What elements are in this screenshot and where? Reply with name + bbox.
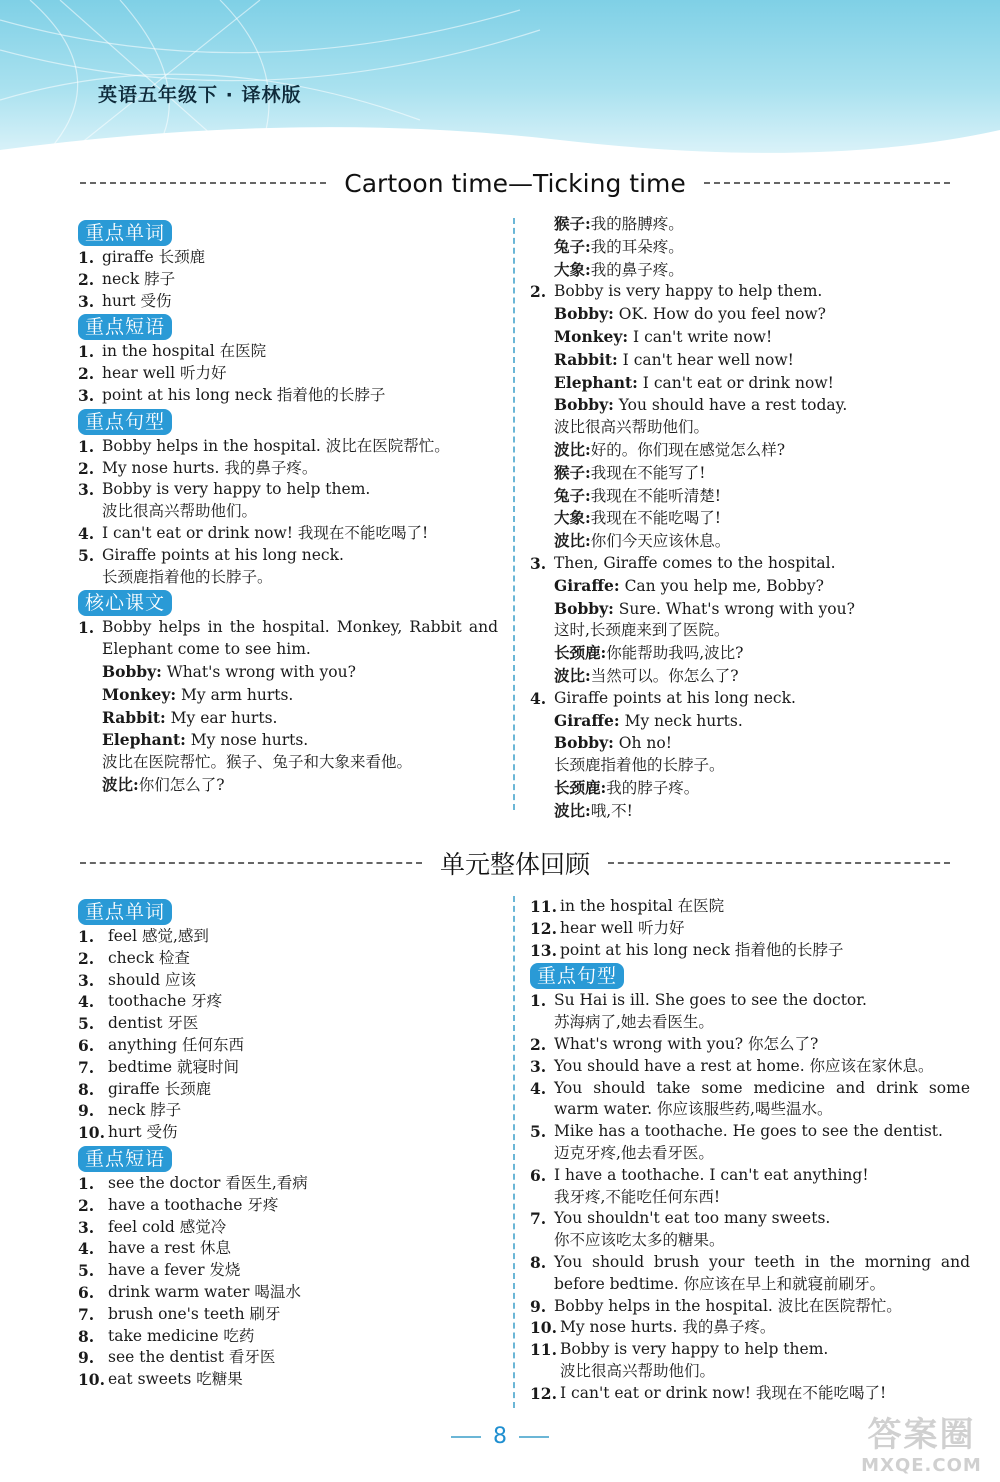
- item-number: 1.: [78, 342, 95, 362]
- item-number: 3.: [78, 291, 95, 311]
- column-divider: [513, 218, 515, 810]
- item-text: have a fever 发烧: [108, 1261, 241, 1280]
- translation-line: [530, 213, 970, 236]
- translation-line: [554, 777, 970, 800]
- section2-left-column: [78, 897, 498, 1391]
- item-number: 5.: [78, 1014, 95, 1034]
- paragraph-body: [554, 688, 970, 823]
- item-text: neck 脖子: [108, 1101, 182, 1120]
- list-item: [78, 1304, 498, 1326]
- list-item: [78, 1079, 498, 1101]
- item-text: in the hospital 在医院: [560, 897, 725, 915]
- item-text: My nose hurts. 我的鼻子疼。: [102, 458, 318, 477]
- section-heading-unit-review: [80, 843, 950, 883]
- item-number: 13.: [530, 940, 557, 960]
- item-english: You shouldn't eat too many sweets.: [554, 1209, 831, 1228]
- item-text: hurt 受伤: [108, 1123, 178, 1142]
- item-text: toothache 牙疼: [108, 992, 223, 1011]
- item-text: eat sweets 吃糖果: [108, 1370, 243, 1389]
- translation-intro: 这时,长颈鹿来到了医院。: [554, 621, 730, 640]
- watermark-url: MXQE.COM: [861, 1455, 982, 1476]
- translation-line: [554, 665, 970, 688]
- text-paragraph-1: [78, 617, 498, 796]
- translation-line: [530, 236, 970, 259]
- item-number: 11.: [530, 1340, 557, 1360]
- list-item: [78, 1326, 498, 1348]
- item-number: 3.: [530, 1056, 547, 1076]
- line-text: 我现在不能写了!: [590, 463, 706, 482]
- translation-intro: 长颈鹿指着他的长脖子。: [554, 756, 725, 775]
- translation-line: [102, 774, 498, 797]
- item-number: 1.: [78, 618, 95, 638]
- item-text: You should take some medicine and drink some warm water. 你应该服些药,喝些温水。: [554, 1078, 970, 1119]
- item-number: 4.: [78, 992, 95, 1012]
- speaker: Rabbit:: [102, 707, 166, 727]
- item-text: should 应该: [108, 970, 197, 989]
- item-text: You should brush your teeth in the morning and before bedtime. 你应该在早上和就寝前刷牙。: [554, 1252, 970, 1293]
- item-text: hear well 听力好: [102, 364, 227, 383]
- list-item: [78, 1347, 498, 1369]
- translation-intro: 波比很高兴帮助他们。: [554, 418, 710, 437]
- item-number: 2.: [78, 948, 95, 968]
- list-item: [530, 1056, 970, 1078]
- item-number: 5.: [78, 545, 95, 565]
- item-number: 2.: [530, 1034, 547, 1054]
- list-item: [78, 341, 498, 363]
- line-text: 我的胳膊疼。: [590, 215, 684, 233]
- item-english: Mike has a toothache. He goes to see the dentist.: [554, 1122, 943, 1141]
- item-english: Bobby is very happy to help them.: [102, 480, 371, 499]
- item-text: in the hospital 在医院: [102, 342, 267, 361]
- paragraph-body: [554, 281, 970, 553]
- item-chinese: 你不应该吃太多的糖果。: [554, 1231, 725, 1250]
- line-text: 好的。你们现在感觉怎么样?: [590, 440, 786, 459]
- heading-dash-right: [704, 182, 950, 184]
- line-text: 你们今天应该休息。: [590, 532, 731, 551]
- item-english: Bobby is very happy to help them.: [560, 1340, 829, 1359]
- item-number: 1.: [78, 436, 95, 456]
- item-english: Giraffe points at his long neck.: [102, 545, 344, 564]
- translation-line: [530, 259, 970, 282]
- speaker: Monkey:: [554, 326, 629, 346]
- item-text: [554, 990, 970, 1034]
- speaker: 波比:: [554, 439, 591, 459]
- speaker: 波比:: [554, 531, 591, 551]
- dialogue-line: [554, 394, 970, 417]
- line-text: 当然可以。你怎么了?: [590, 666, 739, 685]
- watermark-logo: [849, 1415, 994, 1481]
- item-number: 6.: [530, 1165, 547, 1185]
- heading-dash-left: [80, 862, 422, 864]
- dialogue-line: [102, 684, 498, 707]
- section1-left-column: [78, 218, 498, 797]
- line-text: 你能帮助我吗,波比?: [606, 644, 744, 663]
- translation-line: [554, 530, 970, 553]
- item-text: point at his long neck 指着他的长脖子: [560, 940, 844, 959]
- line-text: What's wrong with you?: [161, 662, 356, 681]
- item-text: [554, 1165, 970, 1209]
- item-number: 4.: [78, 523, 95, 543]
- paragraph-body: [554, 553, 970, 688]
- item-chinese: 波比很高兴帮助他们。: [560, 1361, 716, 1380]
- item-text: anything 任何东西: [108, 1035, 244, 1054]
- dialogue-line: [554, 598, 970, 621]
- speaker: 猴子:: [554, 462, 591, 482]
- line-text: You should have a rest today.: [613, 396, 848, 415]
- item-text: have a toothache 牙疼: [108, 1195, 279, 1214]
- section-title: Cartoon time—Ticking time: [344, 168, 686, 198]
- item-english: I have a toothache. I can't eat anything!: [554, 1165, 869, 1184]
- heading-dash-left: [80, 182, 326, 184]
- item-number: 12.: [530, 1383, 557, 1403]
- badge-key-words: 重点单词: [78, 220, 172, 246]
- item-text: see the doctor 看医生,看病: [108, 1173, 308, 1192]
- line-text: 我现在不能听清楚!: [590, 486, 721, 505]
- list-item: [78, 1369, 498, 1391]
- paragraph-intro: Bobby helps in the hospital. Monkey, Rabbit and Elephant come to see him.: [102, 618, 498, 659]
- header-banner: [0, 0, 1000, 160]
- item-number: 2.: [78, 1195, 95, 1215]
- dialogue-line: [102, 729, 498, 752]
- list-item: [530, 1296, 970, 1318]
- line-text: 我现在不能吃喝了!: [590, 509, 721, 528]
- paragraph-body: [102, 617, 498, 796]
- line-text: OK. How do you feel now?: [613, 305, 826, 324]
- list-item: [530, 1034, 970, 1056]
- line-text: My neck hurts.: [619, 711, 743, 730]
- list-item: [530, 1165, 970, 1209]
- watermark-text: 答案圈: [867, 1415, 976, 1455]
- text-paragraph-3: [530, 553, 970, 688]
- dialogue-line: [102, 707, 498, 730]
- speaker: 猴子:: [554, 214, 591, 233]
- list-item: [78, 479, 498, 523]
- list-item: [530, 1339, 970, 1383]
- line-text: My nose hurts.: [185, 731, 309, 750]
- item-text: Bobby helps in the hospital. 波比在医院帮忙。: [554, 1296, 902, 1315]
- item-chinese: 长颈鹿指着他的长脖子。: [102, 567, 273, 586]
- list-item: [78, 523, 498, 545]
- item-number: 8.: [78, 1079, 95, 1099]
- item-number: 6.: [78, 1035, 95, 1055]
- item-english: Su Hai is ill. She goes to see the doctor.: [554, 991, 867, 1010]
- speaker: 长颈鹿:: [554, 777, 607, 797]
- list-item: [530, 1208, 970, 1252]
- item-number: 2.: [78, 364, 95, 384]
- list-item: [78, 1013, 498, 1035]
- item-number: 9.: [530, 1296, 547, 1316]
- list-item: [78, 991, 498, 1013]
- dialogue-line: [102, 661, 498, 684]
- paragraph-intro: Bobby is very happy to help them.: [554, 282, 823, 301]
- line-text: I can't eat or drink now!: [637, 373, 834, 392]
- speaker: Bobby:: [102, 661, 162, 681]
- speaker: 长颈鹿:: [554, 643, 607, 663]
- item-number: 1.: [78, 248, 95, 267]
- item-text: have a rest 休息: [108, 1239, 231, 1258]
- list-item: [530, 940, 970, 962]
- heading-dash-right: [608, 862, 950, 864]
- item-text: [554, 1121, 970, 1165]
- item-number: 2.: [78, 458, 95, 478]
- list-item: [78, 1035, 498, 1057]
- list-item: [530, 896, 970, 918]
- item-text: My nose hurts. 我的鼻子疼。: [560, 1318, 776, 1337]
- translation-intro: 波比在医院帮忙。猴子、兔子和大象来看他。: [102, 753, 413, 772]
- list-item: [78, 247, 498, 269]
- item-chinese: 苏海病了,她去看医生。: [554, 1013, 714, 1032]
- list-item: [78, 1217, 498, 1239]
- text-paragraph-4: [530, 688, 970, 823]
- item-number: 2.: [530, 282, 547, 302]
- translation-line: [554, 439, 970, 462]
- badge-key-phrases: 重点短语: [78, 1146, 172, 1172]
- item-chinese: 迈克牙疼,他去看牙医。: [554, 1143, 714, 1162]
- item-text: [102, 479, 498, 523]
- list-item: [530, 990, 970, 1034]
- section-title: 单元整体回顾: [440, 850, 591, 879]
- speaker: Bobby:: [554, 733, 614, 753]
- list-item: [78, 458, 498, 480]
- item-text: I can't eat or drink now! 我现在不能吃喝了!: [102, 523, 429, 542]
- item-text: take medicine 吃药: [108, 1326, 255, 1345]
- list-item: [78, 436, 498, 458]
- item-number: 5.: [530, 1122, 547, 1142]
- item-text: I can't eat or drink now! 我现在不能吃喝了!: [560, 1383, 887, 1402]
- translation-line: [554, 462, 970, 485]
- speaker: 兔子:: [554, 485, 591, 505]
- book-title: 英语五年级下 · 译林版: [98, 84, 302, 106]
- item-number: 8.: [78, 1326, 95, 1346]
- dialogue-line: [554, 372, 970, 395]
- speaker: 兔子:: [554, 236, 591, 256]
- list-item: [78, 1173, 498, 1195]
- speaker: 波比:: [102, 774, 139, 794]
- dialogue-line: [554, 326, 970, 349]
- speaker: Elephant:: [554, 372, 638, 392]
- item-text: [560, 1339, 970, 1383]
- speaker: Bobby:: [554, 304, 614, 324]
- dialogue-line: [554, 349, 970, 372]
- item-text: [554, 1208, 970, 1252]
- item-text: feel cold 感觉冷: [108, 1217, 227, 1236]
- section1-right-column: [530, 213, 970, 823]
- item-text: bedtime 就寝时间: [108, 1057, 240, 1076]
- item-text: feel 感觉,感到: [108, 927, 209, 945]
- item-number: 9.: [78, 1348, 95, 1368]
- list-item: [78, 970, 498, 992]
- item-number: 3.: [78, 385, 95, 405]
- item-number: 8.: [530, 1252, 547, 1272]
- item-number: 7.: [78, 1057, 95, 1077]
- list-item: [78, 1282, 498, 1304]
- speaker: Elephant:: [102, 730, 186, 750]
- speaker: Giraffe:: [554, 710, 620, 730]
- item-number: 11.: [530, 897, 557, 916]
- badge-key-sentences: 重点句型: [530, 963, 624, 989]
- item-number: 4.: [530, 688, 547, 708]
- paragraph-intro: Giraffe points at his long neck.: [554, 688, 796, 707]
- list-item: [530, 1078, 970, 1122]
- translation-line: [554, 642, 970, 665]
- line-text: My ear hurts.: [165, 708, 278, 727]
- paragraph-intro: Then, Giraffe comes to the hospital.: [554, 553, 836, 572]
- item-number: 9.: [78, 1101, 95, 1121]
- text-paragraph-2: [530, 281, 970, 553]
- line-text: Oh no!: [613, 734, 672, 753]
- item-number: 2.: [78, 269, 95, 289]
- item-text: brush one's teeth 刷牙: [108, 1304, 281, 1323]
- item-number: 10.: [78, 1123, 105, 1143]
- badge-key-sentences: 重点句型: [78, 409, 172, 435]
- item-chinese: 波比很高兴帮助他们。: [102, 502, 258, 521]
- item-text: What's wrong with you? 你怎么了?: [554, 1034, 819, 1053]
- item-number: 7.: [78, 1304, 95, 1324]
- list-item: [78, 1195, 498, 1217]
- list-item: [78, 1238, 498, 1260]
- line-text: I can't write now!: [628, 327, 773, 346]
- line-text: 哦,不!: [590, 801, 633, 820]
- translation-line: [554, 485, 970, 508]
- badge-core-text: 核心课文: [78, 590, 172, 616]
- section-heading-cartoon-time: [80, 163, 950, 203]
- line-text: Can you help me, Bobby?: [619, 576, 824, 595]
- list-item: [78, 1057, 498, 1079]
- item-text: point at his long neck 指着他的长脖子: [102, 385, 386, 404]
- item-number: 3.: [78, 1217, 95, 1237]
- badge-key-words: 重点单词: [78, 899, 172, 925]
- item-text: drink warm water 喝温水: [108, 1282, 301, 1301]
- dialogue-line: [554, 575, 970, 598]
- list-item: [78, 269, 498, 291]
- item-number: 1.: [78, 927, 95, 946]
- item-number: 5.: [78, 1261, 95, 1281]
- item-number: 3.: [78, 480, 95, 500]
- item-number: 3.: [530, 553, 547, 573]
- item-text: giraffe 长颈鹿: [108, 1079, 212, 1098]
- list-item: [530, 918, 970, 940]
- item-text: dentist 牙医: [108, 1014, 199, 1033]
- item-text: Bobby helps in the hospital. 波比在医院帮忙。: [102, 436, 450, 455]
- translation-line: [554, 800, 970, 823]
- list-item: [78, 545, 498, 589]
- list-item: [530, 1121, 970, 1165]
- item-text: hurt 受伤: [102, 291, 172, 310]
- line-text: 我的脖子疼。: [606, 778, 700, 797]
- list-item: [78, 926, 498, 948]
- item-number: 7.: [530, 1209, 547, 1229]
- line-text: I can't hear well now!: [617, 350, 794, 369]
- list-item: [78, 385, 498, 407]
- page-number-value: 8: [493, 1424, 507, 1449]
- item-text: You should have a rest at home. 你应该在家休息。: [554, 1056, 934, 1075]
- section2-right-column: [530, 896, 970, 1405]
- page-number-rule: [451, 1436, 481, 1438]
- list-item: [78, 1260, 498, 1282]
- line-text: 你们怎么了?: [138, 775, 225, 794]
- list-item: [78, 291, 498, 313]
- list-item: [78, 1122, 498, 1144]
- line-text: Sure. What's wrong with you?: [613, 599, 855, 618]
- list-item: [78, 363, 498, 385]
- line-text: My arm hurts.: [176, 685, 294, 704]
- list-item: [530, 1252, 970, 1296]
- list-item: [530, 1317, 970, 1339]
- item-text: [102, 545, 498, 589]
- speaker: Bobby:: [554, 395, 614, 415]
- item-number: 12.: [530, 918, 557, 938]
- item-number: 10.: [78, 1370, 105, 1390]
- speaker: 大象:: [554, 508, 591, 528]
- item-chinese: 我牙疼,不能吃任何东西!: [554, 1187, 721, 1206]
- list-item: [530, 1383, 970, 1405]
- item-text: hear well 听力好: [560, 918, 685, 937]
- speaker: 波比:: [554, 800, 591, 820]
- list-item: [78, 1100, 498, 1122]
- speaker: 波比:: [554, 665, 591, 685]
- dialogue-line: [554, 710, 970, 733]
- list-item: [78, 948, 498, 970]
- speaker: Giraffe:: [554, 575, 620, 595]
- item-number: 1.: [530, 991, 547, 1011]
- item-number: 4.: [530, 1078, 547, 1098]
- line-text: 我的耳朵疼。: [590, 237, 684, 256]
- speaker: Bobby:: [554, 598, 614, 618]
- speaker: Rabbit:: [554, 349, 618, 369]
- dialogue-line: [554, 303, 970, 326]
- page-number-rule: [519, 1436, 549, 1438]
- item-text: see the dentist 看牙医: [108, 1348, 276, 1367]
- item-number: 6.: [78, 1282, 95, 1302]
- column-divider: [513, 896, 515, 1408]
- dialogue-line: [554, 732, 970, 755]
- translation-line: [554, 507, 970, 530]
- line-text: 我的鼻子疼。: [590, 260, 684, 279]
- item-number: 1.: [78, 1173, 95, 1193]
- speaker: Monkey:: [102, 684, 177, 704]
- speaker: 大象:: [554, 259, 591, 279]
- item-number: 4.: [78, 1239, 95, 1259]
- item-text: giraffe 长颈鹿: [102, 248, 206, 266]
- item-number: 10.: [530, 1318, 557, 1338]
- badge-key-phrases: 重点短语: [78, 314, 172, 340]
- item-number: 3.: [78, 970, 95, 990]
- item-text: neck 脖子: [102, 269, 176, 288]
- item-text: check 检查: [108, 948, 190, 967]
